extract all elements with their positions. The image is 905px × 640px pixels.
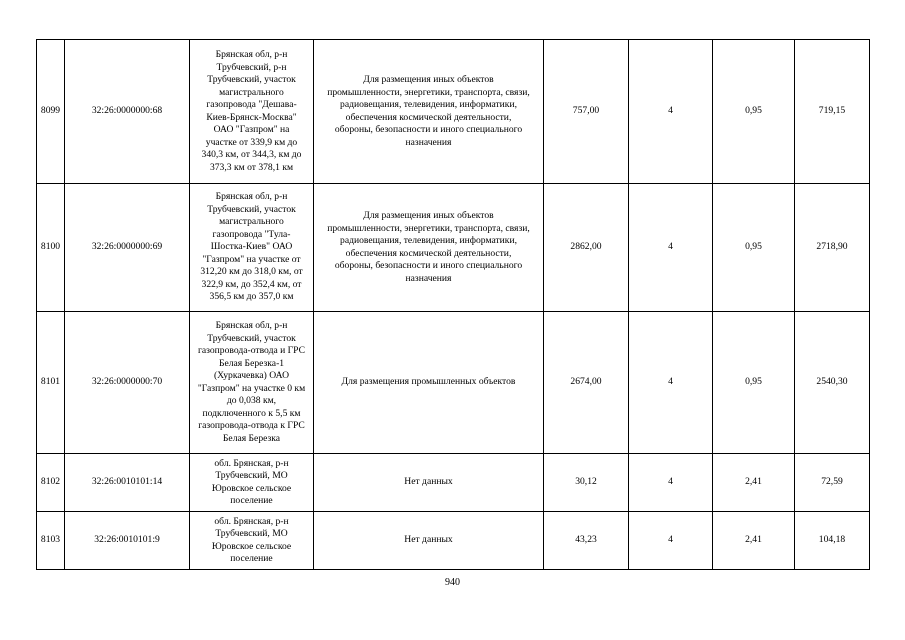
- coefficient: 0,95: [713, 312, 795, 454]
- cadastral-number: 32:26:0010101:14: [65, 454, 190, 512]
- address: Брянская обл, р-н Трубчевский, участок газопровода-отвода и ГРС Белая Березка-1 (Хуркачевка) ОАО "Газпром" на участке 0 км до 0,038 км, подключенного к 5,5 км газопровода-отвода к ГРС Белая Березка: [190, 312, 314, 454]
- group: 4: [629, 312, 713, 454]
- cadastral-number: 32:26:0000000:69: [65, 184, 190, 312]
- table-row: [37, 454, 870, 512]
- table-row: [37, 184, 870, 312]
- cadastral-number: 32:26:0010101:9: [65, 512, 190, 570]
- group: 4: [629, 512, 713, 570]
- row-number: 8100: [37, 184, 65, 312]
- permitted-use: Для размещения иных объектов промышленности, энергетики, транспорта, связи, радиовещания, телевидения, информатики, обеспечения космической деятельности, обороны, безопасности и иного специального назначения: [314, 184, 544, 312]
- cadastral-value: 72,59: [795, 454, 870, 512]
- coefficient: 2,41: [713, 512, 795, 570]
- table-row: [37, 512, 870, 570]
- coefficient: 2,41: [713, 454, 795, 512]
- permitted-use: Нет данных: [314, 512, 544, 570]
- cadastral-number: 32:26:0000000:70: [65, 312, 190, 454]
- permitted-use: Для размещения промышленных объектов: [314, 312, 544, 454]
- area: 30,12: [544, 454, 629, 512]
- area: 757,00: [544, 40, 629, 184]
- cadastral-table: [36, 39, 870, 570]
- address: Брянская обл, р-н Трубчевский, р-н Трубчевский, участок магистрального газопровода "Дешава- Киев-Брянск-Москва" ОАО "Газпром" на участке от 339,9 км до 340,3 км, от 344,3, км до 373,3 км от 378,1 км: [190, 40, 314, 184]
- page-number: 940: [445, 577, 460, 588]
- area: 43,23: [544, 512, 629, 570]
- coefficient: 0,95: [713, 40, 795, 184]
- row-number: 8102: [37, 454, 65, 512]
- address: Брянская обл, р-н Трубчевский, участок магистрального газопровода "Тула- Шостка-Киев" ОАО "Газпром" на участке от 312,20 км до 318,0 км, от 322,9 км, до 352,4 км, от 356,5 км до 357,0 км: [190, 184, 314, 312]
- row-number: 8103: [37, 512, 65, 570]
- address: обл. Брянская, р-н Трубчевский, МО Юровское сельское поселение: [190, 454, 314, 512]
- group: 4: [629, 40, 713, 184]
- address: обл. Брянская, р-н Трубчевский, МО Юровское сельское поселение: [190, 512, 314, 570]
- permitted-use: Нет данных: [314, 454, 544, 512]
- cadastral-value: 2718,90: [795, 184, 870, 312]
- coefficient: 0,95: [713, 184, 795, 312]
- group: 4: [629, 454, 713, 512]
- cadastral-value: 2540,30: [795, 312, 870, 454]
- table-row: [37, 40, 870, 184]
- row-number: 8101: [37, 312, 65, 454]
- cadastral-value: 719,15: [795, 40, 870, 184]
- area: 2862,00: [544, 184, 629, 312]
- row-number: 8099: [37, 40, 65, 184]
- group: 4: [629, 184, 713, 312]
- cadastral-number: 32:26:0000000:68: [65, 40, 190, 184]
- permitted-use: Для размещения иных объектов промышленности, энергетики, транспорта, связи, радиовещания, телевидения, информатики, обеспечения космической деятельности, обороны, безопасности и иного специального назначения: [314, 40, 544, 184]
- area: 2674,00: [544, 312, 629, 454]
- table-row: [37, 312, 870, 454]
- cadastral-value: 104,18: [795, 512, 870, 570]
